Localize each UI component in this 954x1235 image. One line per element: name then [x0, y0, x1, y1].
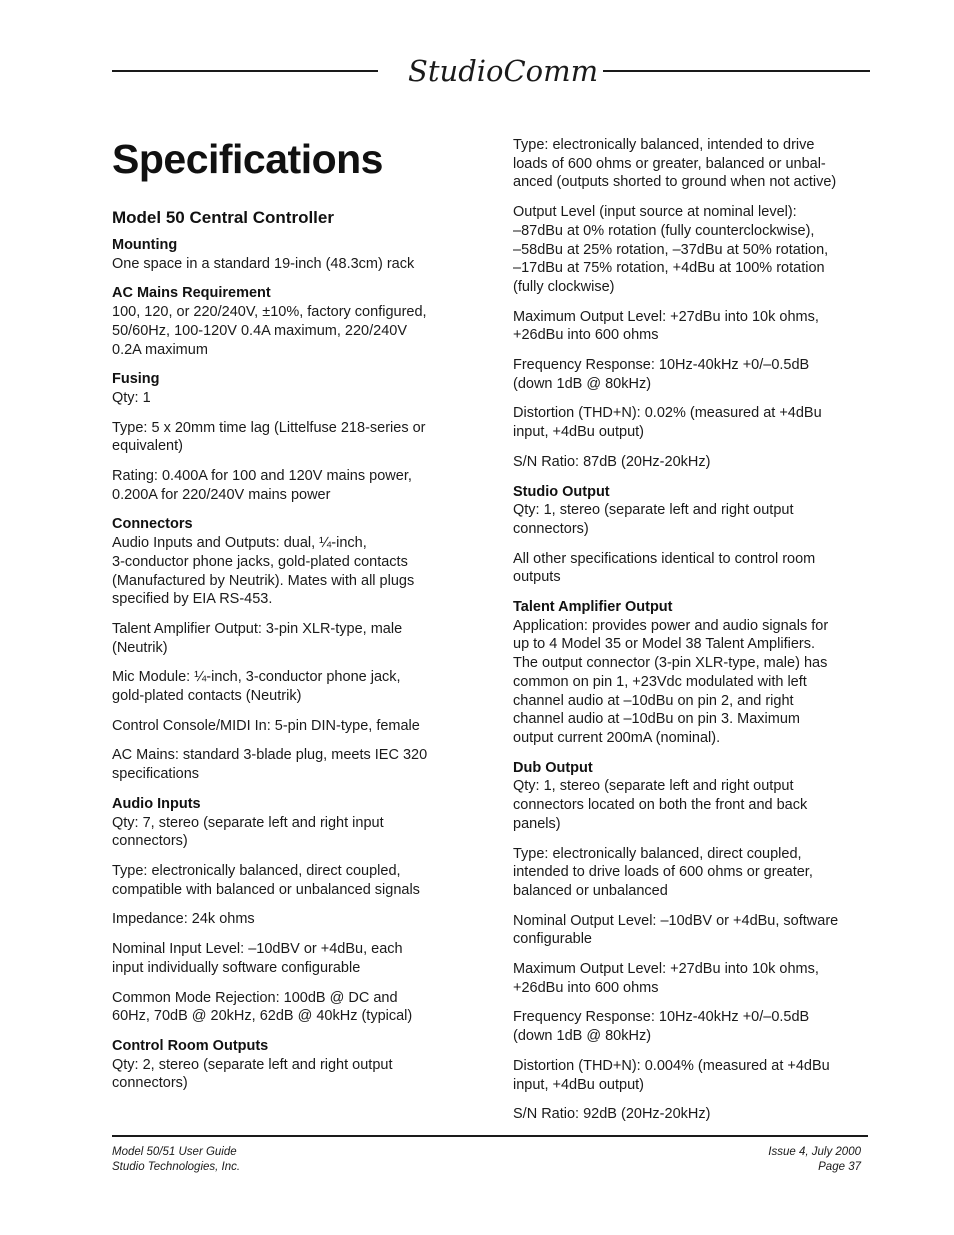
page-title: Specifications	[112, 136, 383, 182]
spec-paragraph: Distortion (THD+N): 0.004% (measured at +4dBu input, +4dBu output)	[513, 1057, 830, 1093]
spec-paragraph: All other specifications identical to control room outputs	[513, 550, 816, 586]
spec-section-studio-output	[513, 483, 883, 588]
footer-rule	[112, 1135, 868, 1137]
spec-paragraph: Type: electronically balanced, direct coupled, intended to drive loads of 600 ohms or greater, balanced or unbalanced	[513, 845, 813, 899]
spec-paragraph: Qty: 1, stereo (separate left and right output connectors)	[513, 502, 794, 537]
spec-section-connectors	[112, 515, 482, 783]
section-heading: AC Mains Requirement	[112, 285, 271, 302]
spec-section-mounting	[112, 236, 482, 273]
spec-paragraph: Qty: 1, stereo (separate left and right output connectors located on both the front and back panels)	[513, 778, 808, 832]
spec-section-talent-amplifier-output	[513, 598, 883, 748]
spec-paragraph: Rating: 0.400A for 100 and 120V mains power, 0.200A for 220/240V mains power	[112, 468, 412, 503]
spec-section-fusing	[112, 370, 482, 504]
footer-company: Studio Technologies, Inc.	[112, 1161, 241, 1173]
spec-paragraph: 100, 120, or 220/240V, ±10%, factory configured, 50/60Hz, 100-120V 0.4A maximum, 220/240V 0.2A maximum	[112, 304, 427, 358]
spec-paragraph: Mic Module: ¼-inch, 3-conductor phone jack, gold-plated contacts (Neutrik)	[112, 669, 401, 705]
spec-paragraph: Output Level (input source at nominal level): –87dBu at 0% rotation (fully counterclockwise), –58dBu at 25% rotation, –37dBu at 50% rotation, –17dBu at 75% rotation, +4dBu at 100% rotation (fully clockwise)	[513, 204, 829, 295]
spec-paragraph: Application: provides power and audio signals for up to 4 Model 35 or Model 38 Talent Amplifiers. The output connector (3-pin XLR-type, male) has common on pin 1, +23Vdc modulated with left channel audio at –10dBu on pin 2, and right channel audio at –10dBu on pin 3. Maximum output current 200mA (nominal).	[513, 617, 829, 746]
spec-paragraph: Nominal Input Level: –10dBV or +4dBu, each input individually software configurable	[112, 941, 403, 976]
spec-paragraph: Common Mode Rejection: 100dB @ DC and 60Hz, 70dB @ 20kHz, 62dB @ 40kHz (typical)	[112, 989, 413, 1025]
spec-paragraph: Impedance: 24k ohms	[112, 911, 255, 928]
section-heading: Studio Output	[513, 483, 610, 500]
spec-paragraph: Control Console/MIDI In: 5-pin DIN-type, female	[112, 717, 420, 734]
section-heading: Talent Amplifier Output	[513, 599, 673, 616]
spec-paragraph: One space in a standard 19-inch (48.3cm) rack	[112, 255, 415, 272]
spec-paragraph: Qty: 2, stereo (separate left and right output connectors)	[112, 1056, 393, 1092]
left-column	[112, 136, 482, 1104]
spec-paragraph: Type: electronically balanced, intended to drive loads of 600 ohms or greater, balanced or unbal- anced (outputs shorted to ground when not active)	[513, 137, 837, 191]
spec-section-control-room-outputs	[112, 1037, 482, 1093]
section-heading: Audio Inputs	[112, 795, 201, 812]
spec-paragraph: Audio Inputs and Outputs: dual, ¼-inch, 3-conductor phone jacks, gold-plated contacts (Manufactured by Neutrik). Mates with all plugs specified by EIA RS-453.	[112, 535, 415, 608]
spec-paragraph: S/N Ratio: 87dB (20Hz-20kHz)	[513, 453, 711, 470]
spec-section-audio-inputs	[112, 795, 482, 1026]
section-heading: Control Room Outputs	[112, 1037, 269, 1054]
header-rule-right	[603, 70, 870, 72]
footer-page-number: Page 37	[818, 1161, 861, 1173]
spec-paragraph: Frequency Response: 10Hz-40kHz +0/–0.5dB (down 1dB @ 80kHz)	[513, 1009, 810, 1045]
spec-paragraph: Qty: 7, stereo (separate left and right input connectors)	[112, 814, 384, 850]
right-sections	[513, 136, 883, 1124]
section-heading: Dub Output	[513, 759, 593, 776]
spec-section-dub-output	[513, 759, 883, 1124]
spec-paragraph: Maximum Output Level: +27dBu into 10k ohms, +26dBu into 600 ohms	[513, 961, 819, 996]
spec-paragraph: Nominal Output Level: –10dBV or +4dBu, software configurable	[513, 912, 839, 948]
spec-paragraph: Talent Amplifier Output: 3-pin XLR-type, male (Neutrik)	[112, 620, 403, 656]
studiocomm-logo: StudioComm	[408, 54, 599, 88]
footer-left	[112, 1145, 240, 1175]
section-heading: Mounting	[112, 237, 178, 253]
right-column	[513, 136, 883, 1135]
spec-paragraph: Qty: 1	[112, 389, 151, 406]
spec-paragraph: Type: electronically balanced, direct coupled, compatible with balanced or unbalanced signals	[112, 862, 420, 898]
spec-paragraph: AC Mains: standard 3-blade plug, meets IEC 320 specifications	[112, 747, 428, 783]
spec-paragraph: Type: 5 x 20mm time lag (Littelfuse 218-series or equivalent)	[112, 419, 426, 455]
spec-section-continued	[513, 136, 883, 472]
left-sections	[112, 236, 482, 1093]
footer-issue: Issue 4, July 2000	[768, 1146, 861, 1158]
spec-section-ac-mains-requirement	[112, 284, 482, 359]
header-rule-left	[112, 70, 378, 72]
section-heading: Fusing	[112, 371, 160, 388]
spec-paragraph: S/N Ratio: 92dB (20Hz-20kHz)	[513, 1106, 711, 1123]
footer-guide-title: Model 50/51 User Guide	[112, 1146, 237, 1158]
spec-paragraph: Distortion (THD+N): 0.02% (measured at +4dBu input, +4dBu output)	[513, 405, 822, 441]
spec-paragraph: Frequency Response: 10Hz-40kHz +0/–0.5dB (down 1dB @ 80kHz)	[513, 357, 810, 392]
section-heading: Connectors	[112, 516, 193, 533]
spec-paragraph: Maximum Output Level: +27dBu into 10k ohms, +26dBu into 600 ohms	[513, 308, 819, 344]
model-heading: Model 50 Central Controller	[112, 208, 334, 227]
footer-right	[768, 1145, 861, 1175]
